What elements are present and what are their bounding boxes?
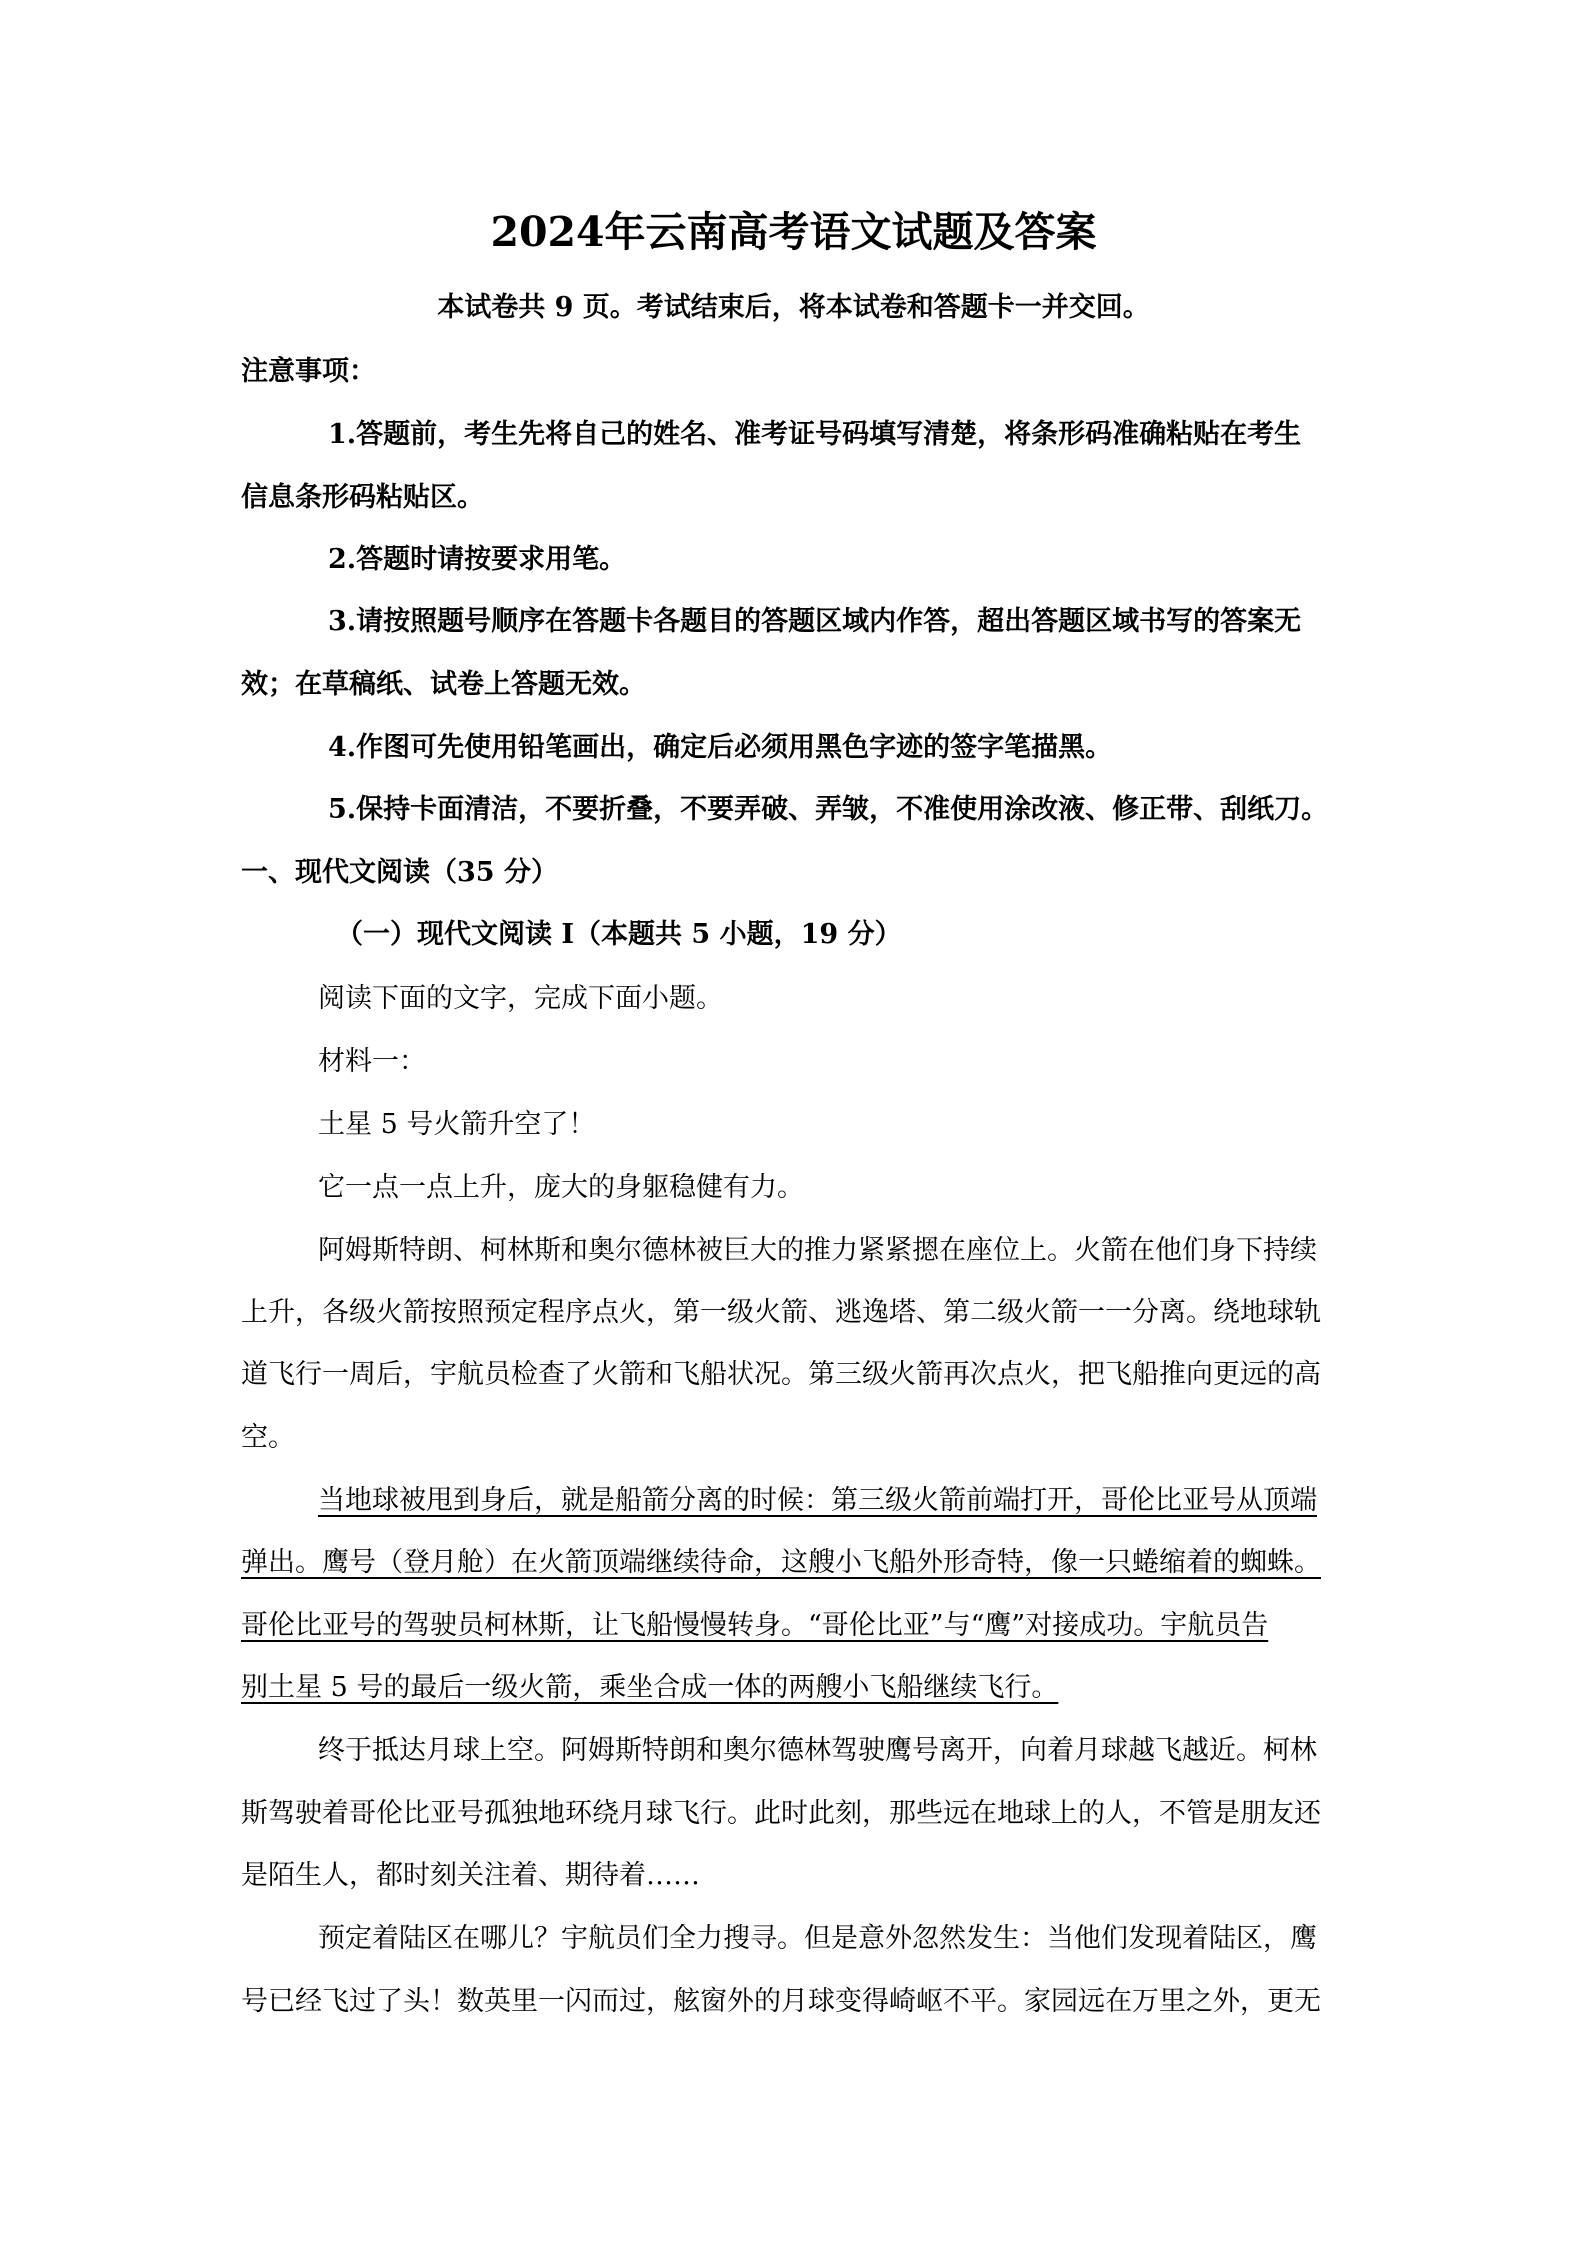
notice-line: 4.作图可先使用铅笔画出，确定后必须用黑色字迹的签字笔描黑。 (328, 732, 1113, 763)
notice-line: 效；在草稿纸、试卷上答题无效。 (241, 669, 646, 700)
notice-heading: 注意事项： (241, 356, 376, 387)
passage-line: 阿姆斯特朗、柯林斯和奥尔德林被巨大的推力紧紧摁在座位上。火箭在他们身下持续 (318, 1235, 1317, 1266)
underlined-passage-line: 哥伦比亚号的驾驶员柯林斯，让飞船慢慢转身。“哥伦比亚”与“鹰”对接成功。宇航员告 (241, 1610, 1269, 1641)
underlined-passage-line: 弹出。鹰号（登月舱）在火箭顶端继续待命，这艘小飞船外形奇特，像一只蜷缩着的蜘蛛。 (241, 1547, 1321, 1578)
passage-line: 空。 (241, 1422, 295, 1453)
exam-instructions-subtitle: 本试卷共 9 页。考试结束后，将本试卷和答题卡一并交回。 (437, 292, 1150, 323)
notice-line: 1.答题前，考生先将自己的姓名、准考证号码填写清楚，将条形码准确粘贴在考生 (328, 419, 1302, 450)
notice-line: 2.答题时请按要求用笔。 (328, 544, 627, 575)
passage-line: 终于抵达月球上空。阿姆斯特朗和奥尔德林驾驶鹰号离开，向着月球越飞越近。柯林 (318, 1735, 1317, 1766)
underlined-passage-line: 当地球被甩到身后，就是船箭分离的时候：第三级火箭前端打开，哥伦比亚号从顶端 (318, 1485, 1317, 1516)
reading-instruction: 阅读下面的文字，完成下面小题。 (318, 983, 723, 1014)
passage-line: 道飞行一周后，宇航员检查了火箭和飞船状况。第三级火箭再次点火，把飞船推向更远的高 (241, 1359, 1321, 1390)
passage-line: 土星 5 号火箭升空了！ (318, 1109, 596, 1140)
document-title: 2024年云南高考语文试题及答案 (490, 208, 1097, 256)
subsection-heading: （一）现代文阅读 I（本题共 5 小题，19 分） (336, 919, 902, 950)
notice-line: 信息条形码粘贴区。 (241, 482, 484, 513)
passage-line: 预定着陆区在哪儿？宇航员们全力搜寻。但是意外忽然发生：当他们发现着陆区，鹰 (318, 1923, 1317, 1954)
material-label: 材料一： (318, 1046, 426, 1077)
passage-line: 斯驾驶着哥伦比亚号孤独地环绕月球飞行。此时此刻，那些远在地球上的人，不管是朋友还 (241, 1798, 1321, 1829)
passage-line: 是陌生人，都时刻关注着、期待着…… (241, 1860, 700, 1891)
underlined-passage-line: 别土星 5 号的最后一级火箭，乘坐合成一体的两艘小飞船继续飞行。 (241, 1672, 1059, 1703)
passage-line: 上升，各级火箭按照预定程序点火，第一级火箭、逃逸塔、第二级火箭一一分离。绕地球轨 (241, 1297, 1321, 1328)
passage-line: 号已经飞过了头！数英里一闪而过，舷窗外的月球变得崎岖不平。家园远在万里之外，更无 (241, 1986, 1321, 2017)
section-heading: 一、现代文阅读（35 分） (241, 857, 558, 888)
notice-line: 3.请按照题号顺序在答题卡各题目的答题区域内作答，超出答题区域书写的答案无 (328, 606, 1302, 637)
notice-line: 5.保持卡面清洁，不要折叠，不要弄破、弄皱，不准使用涂改液、修正带、刮纸刀。 (328, 794, 1329, 825)
passage-line: 它一点一点上升，庞大的身躯稳健有力。 (318, 1172, 804, 1203)
